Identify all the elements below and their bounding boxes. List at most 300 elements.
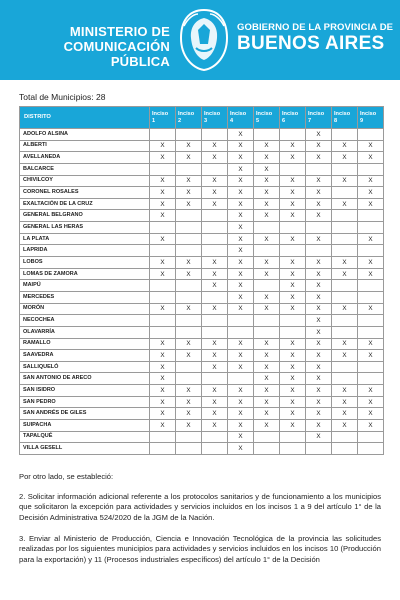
inciso-mark-cell: X xyxy=(280,361,306,373)
inciso-mark-cell: X xyxy=(176,140,202,152)
inciso-mark-cell xyxy=(202,443,228,455)
inciso-mark-cell: X xyxy=(358,303,384,315)
inciso-mark-cell: X xyxy=(280,280,306,292)
inciso-mark-cell xyxy=(150,315,176,327)
district-name: SAN ISIDRO xyxy=(20,385,150,397)
inciso-mark-cell xyxy=(202,373,228,385)
inciso-mark-cell: X xyxy=(176,187,202,199)
inciso-mark-cell: X xyxy=(280,175,306,187)
district-name: SAN PEDRO xyxy=(20,396,150,408)
table-row xyxy=(20,163,384,175)
district-name: ADOLFO ALSINA xyxy=(20,129,150,141)
inciso-mark-cell: X xyxy=(280,187,306,199)
inciso-mark-cell: X xyxy=(306,315,332,327)
inciso-mark-cell: X xyxy=(358,233,384,245)
table-row xyxy=(20,187,384,199)
inciso-mark-cell xyxy=(332,361,358,373)
inciso-mark-cell: X xyxy=(228,257,254,269)
inciso-mark-cell xyxy=(176,291,202,303)
district-name: RAMALLO xyxy=(20,338,150,350)
column-header-inciso-2: Inciso 2 xyxy=(176,107,202,129)
inciso-mark-cell: X xyxy=(202,361,228,373)
inciso-mark-cell: X xyxy=(332,257,358,269)
inciso-mark-cell: X xyxy=(306,396,332,408)
inciso-mark-cell xyxy=(332,315,358,327)
district-name: SAN ANTONIO DE ARECO xyxy=(20,373,150,385)
inciso-mark-cell xyxy=(176,245,202,257)
inciso-mark-cell xyxy=(150,443,176,455)
inciso-mark-cell xyxy=(228,326,254,338)
inciso-mark-cell xyxy=(358,280,384,292)
inciso-mark-cell: X xyxy=(358,408,384,420)
inciso-mark-cell: X xyxy=(254,268,280,280)
inciso-mark-cell xyxy=(358,315,384,327)
gov-line-2: BUENOS AIRES xyxy=(237,33,385,54)
district-name: AVELLANEDA xyxy=(20,152,150,164)
inciso-mark-cell xyxy=(254,280,280,292)
inciso-mark-cell: X xyxy=(150,152,176,164)
table-row xyxy=(20,373,384,385)
inciso-mark-cell: X xyxy=(228,385,254,397)
inciso-mark-cell xyxy=(332,129,358,141)
table-row xyxy=(20,257,384,269)
inciso-mark-cell: X xyxy=(254,373,280,385)
ministry-line-2: COMUNICACIÓN PÚBLICA xyxy=(63,39,170,69)
inciso-mark-cell: X xyxy=(306,210,332,222)
inciso-mark-cell: X xyxy=(228,408,254,420)
inciso-mark-cell: X xyxy=(358,257,384,269)
inciso-mark-cell: X xyxy=(306,408,332,420)
inciso-mark-cell xyxy=(202,129,228,141)
inciso-mark-cell xyxy=(202,163,228,175)
inciso-mark-cell: X xyxy=(358,175,384,187)
inciso-mark-cell: X xyxy=(306,198,332,210)
inciso-mark-cell: X xyxy=(306,140,332,152)
inciso-mark-cell xyxy=(176,233,202,245)
inciso-mark-cell: X xyxy=(306,303,332,315)
inciso-mark-cell: X xyxy=(254,210,280,222)
inciso-mark-cell xyxy=(176,326,202,338)
inciso-mark-cell: X xyxy=(176,385,202,397)
inciso-mark-cell: X xyxy=(332,175,358,187)
inciso-mark-cell: X xyxy=(358,350,384,362)
provincial-seal-icon xyxy=(178,8,230,72)
table-row xyxy=(20,408,384,420)
district-name: GENERAL BELGRANO xyxy=(20,210,150,222)
inciso-mark-cell xyxy=(202,326,228,338)
column-header-inciso-9: Inciso 9 xyxy=(358,107,384,129)
inciso-mark-cell: X xyxy=(358,385,384,397)
inciso-mark-cell: X xyxy=(306,350,332,362)
inciso-mark-cell xyxy=(358,431,384,443)
paragraph-item-3: 3. Enviar al Ministerio de Producción, Ciencia e Innovación Tecnológica de la provincia las solicitudes realizadas por los siguientes municipios para actividades y servicios incluidos en los incisos 10 (Producción para la exportación) y 11 (Procesos industriales específicos) del artículo 1° de la Decisión xyxy=(19,534,381,564)
inciso-mark-cell: X xyxy=(254,361,280,373)
inciso-mark-cell: X xyxy=(202,396,228,408)
inciso-mark-cell: X xyxy=(306,326,332,338)
inciso-mark-cell: X xyxy=(332,350,358,362)
inciso-mark-cell: X xyxy=(150,361,176,373)
inciso-mark-cell: X xyxy=(202,280,228,292)
inciso-mark-cell xyxy=(228,373,254,385)
district-name: ALBERTI xyxy=(20,140,150,152)
inciso-mark-cell: X xyxy=(254,350,280,362)
inciso-mark-cell xyxy=(202,315,228,327)
table-row xyxy=(20,222,384,234)
inciso-mark-cell: X xyxy=(254,198,280,210)
inciso-mark-cell: X xyxy=(306,152,332,164)
inciso-mark-cell: X xyxy=(358,198,384,210)
inciso-mark-cell xyxy=(202,233,228,245)
paragraph-intro: Por otro lado, se estableció: xyxy=(19,472,114,481)
table-row xyxy=(20,385,384,397)
inciso-mark-cell xyxy=(332,245,358,257)
inciso-mark-cell: X xyxy=(228,222,254,234)
inciso-mark-cell: X xyxy=(228,350,254,362)
table-row xyxy=(20,175,384,187)
inciso-mark-cell: X xyxy=(306,420,332,432)
inciso-mark-cell: X xyxy=(280,268,306,280)
inciso-mark-cell: X xyxy=(228,420,254,432)
inciso-mark-cell xyxy=(332,431,358,443)
inciso-mark-cell xyxy=(332,210,358,222)
inciso-mark-cell: X xyxy=(202,268,228,280)
inciso-mark-cell xyxy=(358,163,384,175)
inciso-mark-cell: X xyxy=(228,280,254,292)
inciso-mark-cell: X xyxy=(150,233,176,245)
inciso-mark-cell xyxy=(332,222,358,234)
inciso-mark-cell: X xyxy=(176,396,202,408)
table-row xyxy=(20,443,384,455)
inciso-mark-cell xyxy=(176,222,202,234)
inciso-mark-cell xyxy=(358,443,384,455)
inciso-mark-cell: X xyxy=(254,303,280,315)
inciso-mark-cell: X xyxy=(254,420,280,432)
inciso-mark-cell: X xyxy=(228,431,254,443)
inciso-mark-cell: X xyxy=(332,198,358,210)
inciso-mark-cell: X xyxy=(358,268,384,280)
inciso-mark-cell: X xyxy=(150,303,176,315)
district-name: MAIPÚ xyxy=(20,280,150,292)
inciso-mark-cell: X xyxy=(280,373,306,385)
inciso-mark-cell: X xyxy=(228,210,254,222)
column-header-inciso-4: Inciso 4 xyxy=(228,107,254,129)
inciso-mark-cell xyxy=(150,280,176,292)
inciso-mark-cell xyxy=(176,443,202,455)
inciso-mark-cell: X xyxy=(176,420,202,432)
inciso-mark-cell: X xyxy=(306,373,332,385)
table-row xyxy=(20,291,384,303)
inciso-mark-cell: X xyxy=(280,233,306,245)
inciso-mark-cell: X xyxy=(254,408,280,420)
inciso-mark-cell: X xyxy=(150,408,176,420)
inciso-mark-cell xyxy=(150,326,176,338)
inciso-mark-cell xyxy=(176,163,202,175)
table-row xyxy=(20,280,384,292)
inciso-mark-cell: X xyxy=(332,420,358,432)
inciso-mark-cell xyxy=(280,443,306,455)
inciso-mark-cell: X xyxy=(332,385,358,397)
inciso-mark-cell: X xyxy=(150,175,176,187)
inciso-mark-cell: X xyxy=(150,198,176,210)
inciso-mark-cell: X xyxy=(280,140,306,152)
inciso-mark-cell xyxy=(280,326,306,338)
inciso-mark-cell: X xyxy=(150,268,176,280)
inciso-mark-cell: X xyxy=(150,396,176,408)
table-row xyxy=(20,129,384,141)
inciso-mark-cell xyxy=(202,245,228,257)
inciso-mark-cell: X xyxy=(228,303,254,315)
inciso-mark-cell: X xyxy=(202,338,228,350)
inciso-mark-cell xyxy=(176,315,202,327)
inciso-mark-cell: X xyxy=(150,385,176,397)
table-row xyxy=(20,152,384,164)
table-header-row xyxy=(20,107,384,129)
inciso-mark-cell: X xyxy=(202,175,228,187)
inciso-mark-cell xyxy=(150,163,176,175)
inciso-mark-cell: X xyxy=(306,129,332,141)
column-header-inciso-7: Inciso 7 xyxy=(306,107,332,129)
inciso-mark-cell: X xyxy=(306,280,332,292)
inciso-mark-cell: X xyxy=(150,257,176,269)
inciso-mark-cell: X xyxy=(306,175,332,187)
municipality-total: Total de Municipios: 28 xyxy=(19,92,106,102)
inciso-mark-cell: X xyxy=(306,291,332,303)
inciso-mark-cell: X xyxy=(254,396,280,408)
inciso-mark-cell: X xyxy=(202,385,228,397)
inciso-mark-cell: X xyxy=(202,152,228,164)
district-name: CORONEL ROSALES xyxy=(20,187,150,199)
inciso-mark-cell: X xyxy=(202,303,228,315)
inciso-mark-cell xyxy=(358,326,384,338)
inciso-mark-cell: X xyxy=(332,152,358,164)
inciso-mark-cell xyxy=(254,222,280,234)
inciso-mark-cell: X xyxy=(306,257,332,269)
district-name: LOBOS xyxy=(20,257,150,269)
inciso-mark-cell: X xyxy=(280,338,306,350)
gov-line-1: GOBIERNO DE LA PROVINCIA DE xyxy=(237,22,394,33)
inciso-mark-cell: X xyxy=(176,268,202,280)
inciso-mark-cell: X xyxy=(176,152,202,164)
inciso-mark-cell: X xyxy=(176,175,202,187)
inciso-mark-cell xyxy=(176,210,202,222)
inciso-mark-cell: X xyxy=(358,140,384,152)
inciso-mark-cell xyxy=(176,373,202,385)
inciso-mark-cell: X xyxy=(306,431,332,443)
inciso-mark-cell xyxy=(176,280,202,292)
inciso-mark-cell: X xyxy=(202,198,228,210)
inciso-mark-cell: X xyxy=(150,350,176,362)
inciso-mark-cell xyxy=(254,315,280,327)
inciso-mark-cell: X xyxy=(280,420,306,432)
table-body xyxy=(20,129,384,455)
inciso-mark-cell xyxy=(332,187,358,199)
inciso-mark-cell: X xyxy=(280,385,306,397)
inciso-mark-cell xyxy=(306,222,332,234)
inciso-mark-cell: X xyxy=(358,420,384,432)
inciso-mark-cell xyxy=(280,245,306,257)
inciso-mark-cell: X xyxy=(254,338,280,350)
table-row xyxy=(20,268,384,280)
inciso-mark-cell: X xyxy=(358,152,384,164)
inciso-mark-cell: X xyxy=(150,140,176,152)
inciso-mark-cell xyxy=(280,222,306,234)
inciso-mark-cell xyxy=(332,443,358,455)
district-name: MORÓN xyxy=(20,303,150,315)
inciso-mark-cell: X xyxy=(228,245,254,257)
inciso-mark-cell: X xyxy=(254,152,280,164)
inciso-mark-cell xyxy=(254,245,280,257)
table-row xyxy=(20,350,384,362)
inciso-mark-cell xyxy=(150,245,176,257)
header-banner xyxy=(0,0,400,80)
inciso-mark-cell: X xyxy=(280,198,306,210)
table-row xyxy=(20,303,384,315)
inciso-mark-cell: X xyxy=(228,129,254,141)
column-header-distrito: DISTRITO xyxy=(20,107,150,129)
inciso-mark-cell xyxy=(150,222,176,234)
inciso-mark-cell: X xyxy=(254,233,280,245)
district-name: LA PLATA xyxy=(20,233,150,245)
district-name: EXALTACIÓN DE LA CRUZ xyxy=(20,198,150,210)
table-row xyxy=(20,233,384,245)
inciso-mark-cell: X xyxy=(228,291,254,303)
inciso-mark-cell xyxy=(332,373,358,385)
inciso-mark-cell: X xyxy=(202,140,228,152)
inciso-mark-cell: X xyxy=(306,338,332,350)
inciso-mark-cell: X xyxy=(358,338,384,350)
inciso-mark-cell: X xyxy=(228,361,254,373)
inciso-mark-cell xyxy=(280,315,306,327)
inciso-mark-cell: X xyxy=(202,187,228,199)
table-row xyxy=(20,420,384,432)
inciso-mark-cell xyxy=(280,431,306,443)
inciso-mark-cell: X xyxy=(228,268,254,280)
inciso-mark-cell xyxy=(254,326,280,338)
inciso-mark-cell: X xyxy=(254,187,280,199)
inciso-mark-cell: X xyxy=(280,350,306,362)
district-name: MERCEDES xyxy=(20,291,150,303)
inciso-mark-cell: X xyxy=(280,257,306,269)
inciso-mark-cell: X xyxy=(254,175,280,187)
district-name: NECOCHEA xyxy=(20,315,150,327)
inciso-mark-cell: X xyxy=(228,187,254,199)
table-row xyxy=(20,315,384,327)
inciso-mark-cell xyxy=(306,163,332,175)
column-header-inciso-6: Inciso 6 xyxy=(280,107,306,129)
district-name: SAN ANDRÉS DE GILES xyxy=(20,408,150,420)
inciso-mark-cell xyxy=(358,361,384,373)
district-name: GENERAL LAS HERAS xyxy=(20,222,150,234)
government-title xyxy=(237,22,397,54)
column-header-inciso-5: Inciso 5 xyxy=(254,107,280,129)
inciso-mark-cell: X xyxy=(332,140,358,152)
inciso-mark-cell xyxy=(332,163,358,175)
inciso-mark-cell: X xyxy=(176,257,202,269)
inciso-mark-cell: X xyxy=(254,163,280,175)
inciso-mark-cell: X xyxy=(254,140,280,152)
inciso-mark-cell: X xyxy=(228,233,254,245)
inciso-mark-cell: X xyxy=(306,233,332,245)
inciso-mark-cell: X xyxy=(150,338,176,350)
inciso-mark-cell: X xyxy=(176,350,202,362)
table-row xyxy=(20,210,384,222)
ministry-line-1: MINISTERIO DE xyxy=(69,24,170,39)
municipalities-table xyxy=(19,106,384,455)
district-name: SAAVEDRA xyxy=(20,350,150,362)
column-header-inciso-1: Inciso 1 xyxy=(150,107,176,129)
inciso-mark-cell: X xyxy=(306,385,332,397)
district-name: BALCARCE xyxy=(20,163,150,175)
inciso-mark-cell xyxy=(332,291,358,303)
inciso-mark-cell xyxy=(150,129,176,141)
inciso-mark-cell: X xyxy=(228,443,254,455)
inciso-mark-cell: X xyxy=(176,338,202,350)
inciso-mark-cell: X xyxy=(332,338,358,350)
inciso-mark-cell xyxy=(306,245,332,257)
inciso-mark-cell: X xyxy=(176,303,202,315)
inciso-mark-cell xyxy=(254,443,280,455)
inciso-mark-cell: X xyxy=(228,152,254,164)
inciso-mark-cell: X xyxy=(228,338,254,350)
ministry-title xyxy=(10,24,170,69)
inciso-mark-cell: X xyxy=(254,385,280,397)
inciso-mark-cell: X xyxy=(306,187,332,199)
inciso-mark-cell xyxy=(358,210,384,222)
inciso-mark-cell xyxy=(332,326,358,338)
inciso-mark-cell: X xyxy=(150,373,176,385)
paragraph-item-2: 2. Solicitar información adicional referente a los protocolos sanitarios y de funcionamiento a los municipios que solicitaron la excepción para actividades y servicios incluidos en los incisos 1 a 9 del artículo 1° de la Decisión Administrativa 524/2020 de la JGM de la Nación. xyxy=(19,492,381,522)
inciso-mark-cell xyxy=(280,129,306,141)
inciso-mark-cell: X xyxy=(202,420,228,432)
inciso-mark-cell xyxy=(358,291,384,303)
table-row xyxy=(20,198,384,210)
inciso-mark-cell xyxy=(176,361,202,373)
inciso-mark-cell: X xyxy=(358,187,384,199)
inciso-mark-cell: X xyxy=(280,303,306,315)
district-name: LAPRIDA xyxy=(20,245,150,257)
inciso-mark-cell: X xyxy=(280,152,306,164)
inciso-mark-cell: X xyxy=(280,210,306,222)
district-name: CHIVILCOY xyxy=(20,175,150,187)
district-name: SALLIQUELÓ xyxy=(20,361,150,373)
inciso-mark-cell: X xyxy=(202,408,228,420)
table-row xyxy=(20,396,384,408)
inciso-mark-cell xyxy=(280,163,306,175)
inciso-mark-cell: X xyxy=(228,140,254,152)
inciso-mark-cell: X xyxy=(202,350,228,362)
inciso-mark-cell xyxy=(254,431,280,443)
inciso-mark-cell xyxy=(358,245,384,257)
inciso-mark-cell: X xyxy=(150,420,176,432)
inciso-mark-cell: X xyxy=(228,175,254,187)
inciso-mark-cell: X xyxy=(280,291,306,303)
inciso-mark-cell: X xyxy=(358,396,384,408)
inciso-mark-cell xyxy=(358,373,384,385)
inciso-mark-cell: X xyxy=(176,408,202,420)
inciso-mark-cell xyxy=(150,431,176,443)
table-row xyxy=(20,361,384,373)
district-name: VILLA GESELL xyxy=(20,443,150,455)
district-name: TAPALQUÉ xyxy=(20,431,150,443)
inciso-mark-cell xyxy=(150,291,176,303)
inciso-mark-cell: X xyxy=(228,396,254,408)
inciso-mark-cell: X xyxy=(306,268,332,280)
inciso-mark-cell xyxy=(358,129,384,141)
inciso-mark-cell: X xyxy=(332,268,358,280)
inciso-mark-cell xyxy=(358,222,384,234)
inciso-mark-cell: X xyxy=(228,163,254,175)
inciso-mark-cell: X xyxy=(176,198,202,210)
